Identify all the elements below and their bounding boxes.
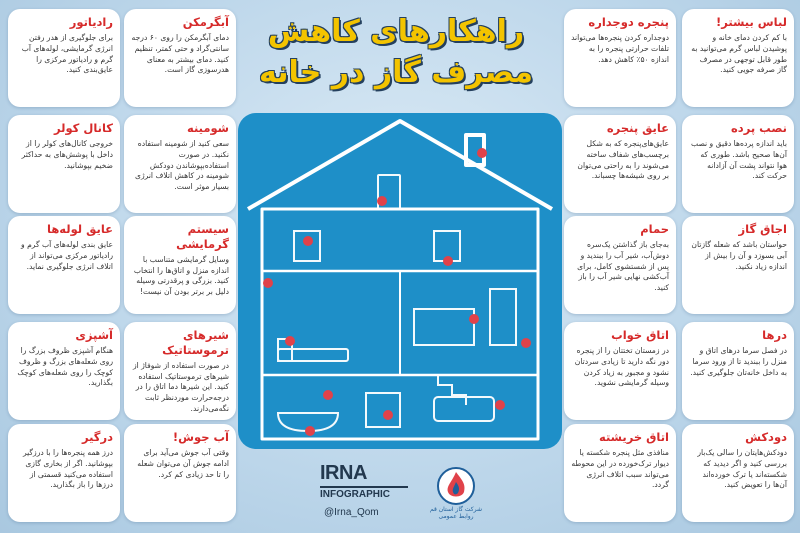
card-title: اتاق خواب <box>611 328 669 342</box>
irna-divider <box>320 486 408 488</box>
card-title: نصب پرده <box>731 121 787 135</box>
card-text: حواستان باشد که شعله گازتان آبی بسوزد و آن را بیش از اندازه زیاد نکنید. <box>691 239 787 271</box>
gas-company-logo <box>426 464 486 522</box>
irna-logo <box>318 462 413 524</box>
warning-marker-icon <box>263 278 273 288</box>
card-text: در زمستان تختتان را از پنجره دور نگه دارید تا زیادی سردتان نشود و مجبور به زیاد کردن وسیله گرمایشی نشوید. <box>574 345 669 388</box>
card-text: با کم کردن دمای خانه و پوشیدن لباس گرم می‌توانید به طور قابل توجهی در مصرف گاز صرفه جویی کنید. <box>691 32 787 75</box>
warning-marker-icon <box>377 196 387 206</box>
card-text: عایق بندی لوله‌های آب گرم و رادیاتور مرکزی می‌تواند از اتلاف انرژی جلوگیری نماید. <box>20 239 113 271</box>
warning-marker-icon <box>521 338 531 348</box>
card-attic <box>564 424 676 522</box>
card-title: رادیاتور <box>69 15 113 29</box>
card-water-heater <box>124 9 236 107</box>
title-line-1: راهکارهای کاهش <box>267 14 525 49</box>
card-boiling-water <box>124 424 236 522</box>
card-bedroom <box>564 322 676 420</box>
card-stove <box>682 216 794 314</box>
warning-marker-icon <box>469 314 479 324</box>
card-text: خروجی کانال‌های کولر را از داخل با پوشش‌های به حداکثر ضخیم بپوشانید. <box>21 138 113 170</box>
card-window-insulation <box>564 115 676 213</box>
card-text: منافذی مثل پنجره شکسته یا دیوار ترک‌خورده در این محوطه می‌تواند سبب اتلاف انرژی گردد. <box>571 447 669 490</box>
card-text: در فصل سرما درهای اتاق و منزل را ببندید تا از ورود سرما به داخل خانه‌تان جلوگیری کنید. <box>690 345 787 377</box>
irna-infographic-label: INFOGRAPHIC <box>320 489 390 500</box>
footer-logos <box>318 462 493 524</box>
card-text: عایق‌های‌پنجره که به شکل برچسب‌های شفاف ساخته می‌شوند را به راحتی می‌توان بر روی شیشه‌ها چسباند. <box>577 138 669 181</box>
warning-marker-icon <box>303 236 313 246</box>
warning-marker-icon <box>443 256 453 266</box>
card-title: کانال کولر <box>54 121 113 135</box>
gas-company-name: شرکت گاز استان قم روابط عمومی <box>430 506 482 520</box>
card-heating-system <box>124 216 236 314</box>
card-title: درها <box>762 328 787 342</box>
card-text: برای جلوگیری از هدر رفتن انرژی گرمایشی، لوله‌های آب گرم و رادیاتور مرکزی را عایق‌بندی کنید. <box>21 32 113 75</box>
card-text: وقتی آب جوش می‌آید برای ادامه جوش آن می‌توان شعله را تا حد زیادی کم کرد. <box>137 447 229 479</box>
card-title: آب جوش! <box>172 430 229 444</box>
card-title: درگیر <box>81 430 113 444</box>
card-double-window <box>564 9 676 107</box>
card-text: سعی کنید از شومینه استفاده نکنید. در صورت استفاده‌بپوشاندن دودکش شومینه در کاهش اتلاف انرژی بسیار موثر است. <box>135 138 229 192</box>
card-sealant <box>8 424 120 522</box>
card-pipe-insulation <box>8 216 120 314</box>
card-title: آشپزی <box>75 328 113 342</box>
warning-marker-icon <box>305 426 315 436</box>
card-text: هنگام آشپزی ظروف بزرگ را روی شعله‌های بزرگ و ظروف کوچک را روی شعله‌های کوچک بگذارید. <box>17 345 113 388</box>
card-title: اجاق گاز <box>738 222 787 236</box>
title-line-2: مصرف گاز در خانه <box>259 55 533 90</box>
card-cooler-duct <box>8 115 120 213</box>
card-curtain <box>682 115 794 213</box>
card-doors <box>682 322 794 420</box>
card-text: درز همه پنجره‌ها را با درزگیر بپوشانید. اگر از بخاری گازی استفاده می‌کنید قسمتی از درزها را باز بگذارید. <box>22 447 113 490</box>
card-fireplace <box>124 115 236 213</box>
house-drawing <box>238 113 562 449</box>
card-title: اتاق خریشته <box>599 430 669 444</box>
card-thermostatic-valves <box>124 322 236 420</box>
warning-marker-icon <box>495 400 505 410</box>
card-title: شومینه <box>186 121 229 135</box>
warning-marker-icon <box>285 336 295 346</box>
card-bathroom <box>564 216 676 314</box>
card-cooking <box>8 322 120 420</box>
warning-marker-icon <box>477 148 487 158</box>
page-title <box>236 12 556 94</box>
irna-wordmark: IRNA <box>320 462 367 484</box>
gas-flame-icon <box>426 464 486 506</box>
card-text: دوجداره کردن پنجره‌ها می‌تواند تلفات حرارتی پنجره را به اندازه ۵۰٪ کاهش دهد. <box>571 32 669 64</box>
card-title: لباس بیشتر! <box>715 15 787 29</box>
card-title: پنجره دوجداره <box>588 15 669 29</box>
card-more-clothes <box>682 9 794 107</box>
card-title: عایق پنجره <box>606 121 669 135</box>
house-illustration <box>238 113 562 449</box>
card-text: به‌جای باز گذاشتن یک‌سره دوش‌آب، شیر آب را ببندید و پس از شستشوی کامل، برای آب‌کشی نهایی شیر آب را باز کنید. <box>577 239 669 293</box>
card-chimney <box>682 424 794 522</box>
irna-handle: @Irna_Qom <box>324 507 379 518</box>
card-text: وسایل گرمایشی متناسب با اندازه منزل و اتاق‌ها را انتخاب کنید. بزرگی و پرقدرتی وسیله دلیل بر برتر بودن آن نیست! <box>133 254 229 297</box>
card-text: باید اندازه پرده‌ها دقیق و نصب آن‌ها صحیح باشد. طوری که هوا نتواند پشت آن آزادانه حرکت کند. <box>690 138 787 181</box>
card-title: دودکش <box>745 430 787 444</box>
card-title: آبگرمکن <box>182 15 229 29</box>
card-text: دودکش‌هایتان را سالی یک‌بار بررسی کنید و اگر دیدید که شکسته‌اند یا ترک خورده‌اند آن‌ها را تعویض کنید. <box>697 447 787 490</box>
card-title: حمام <box>640 222 669 236</box>
card-text: دمای آبگرمکن را روی ۶۰ درجه سانتی‌گراد و حتی کمتر، تنظیم کنید. دمای بیشتر به معنای هدرسوزی گاز است. <box>131 32 229 75</box>
card-radiator <box>8 9 120 107</box>
warning-marker-icon <box>323 390 333 400</box>
card-title: شیرهای ترموستاتیک <box>162 328 229 357</box>
warning-marker-icon <box>383 410 393 420</box>
card-title: سیستم گرمایشی <box>176 222 229 251</box>
card-title: عایق لوله‌ها <box>47 222 113 236</box>
card-text: در صورت استفاده از شوفاژ از شیرهای ترموستاتیک استفاده کنید. این شیرها دما اتاق را در درجه‌حرارت موردنظر ثابت نگه‌می‌دارند. <box>132 360 229 413</box>
